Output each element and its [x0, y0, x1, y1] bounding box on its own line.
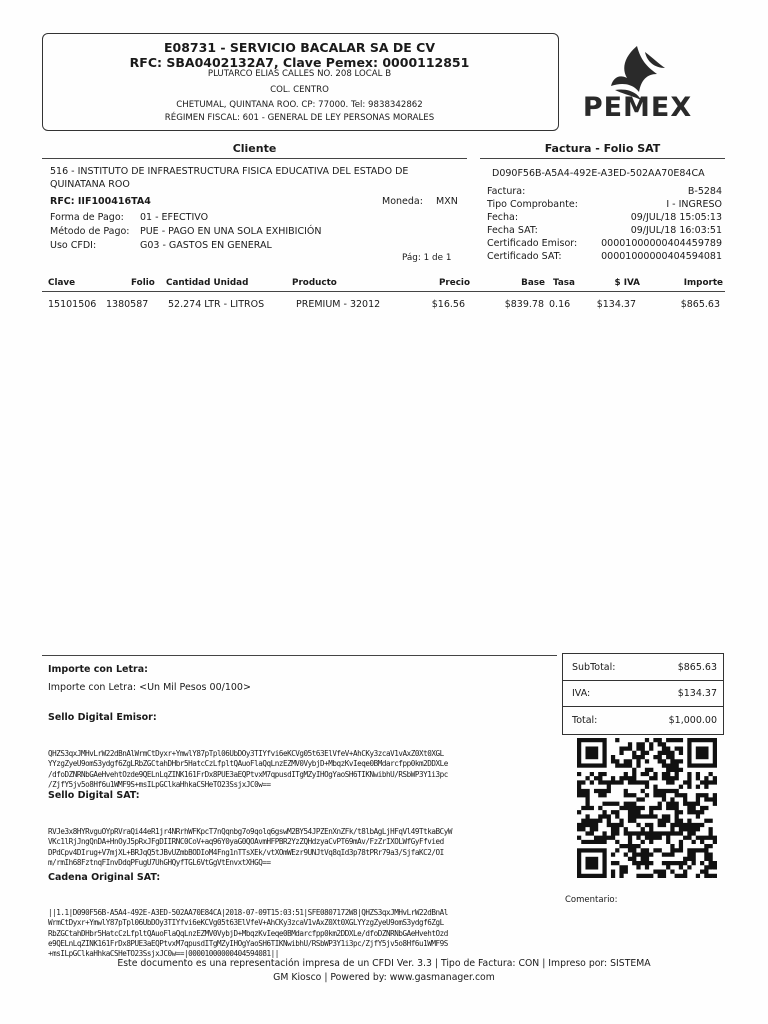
issuer-rfc: RFC: SBA0402132A7, Clave Pemex: 0000112851 [129, 55, 470, 70]
col-header-importe: Importe [683, 278, 723, 288]
iva-value: $134.37 [677, 688, 717, 699]
certificado-sat-label: Certificado SAT: [487, 251, 562, 262]
issuer-address-1: PLUTARCO ELIAS CALLES NO. 208 LOCAL B [207, 69, 392, 79]
col-header-cantidad: Cantidad Unidad [166, 278, 249, 288]
pemex-wordmark: PEMEX [582, 92, 693, 123]
uso-cfdi-label: Uso CFDI: [50, 240, 97, 251]
issuer-address-3: CHETUMAL, QUINTANA ROO. CP: 77000. Tel: 9838342862 [176, 100, 423, 110]
table-row [0, 299, 768, 313]
cadena-text: ||1.1|D090F56B-A5A4-492E-A3ED-502AA70E84CA|2018-07-09T15:03:51|SFE0807172W8|QHZS3qxJMHvLrW22dBnAl WrmCtDyxr+YmwlY87pTpl06UbDOy3TIYfvi6eKCVg05t63ElVfeV+AhCKy3zcaV1vAxZ0Xt0XGLYYzgZyeU9omS3ydgf6ZgL RbZGCtahDHbr5HatcCzLfpltQAuoFlaQqLnzEZMV0VybjD+MbqzKvIeqe0BMdarcfpp0km2DDXLe/dfoDZNRNbGAeHvehtOzd e9QELnLqZINK161FrDx8PUE3aEQPtvxM7qpusdITgMZyIHOgYaoSH6TIKNwibhU/RSbWP3Y1i3pc/ZjfY5jv5o8Hf6u1WMF9S +msILpGClkaHhkaCSHeTO23SsjxJC0w==|00001000000404594081|| [48, 907, 448, 959]
cell-iva: $134.37 [596, 299, 636, 310]
total-row [563, 707, 723, 733]
comentario-label: Comentario: [565, 895, 618, 905]
iva-label: IVA: [572, 688, 591, 699]
certificado-sat-value: 00001000000404594081 [601, 251, 722, 262]
cell-precio: $16.56 [431, 299, 465, 310]
sello-emisor-title: Sello Digital Emisor: [48, 712, 157, 723]
issuer-regimen: RÉGIMEN FISCAL: 601 - GENERAL DE LEY PERSONAS MORALES [164, 113, 435, 123]
col-header-base: Base [521, 278, 545, 288]
col-header-precio: Precio [438, 278, 470, 288]
col-header-producto: Producto [292, 278, 337, 288]
issuer-name: E08731 - SERVICIO BACALAR SA DE CV [163, 40, 436, 55]
footer-line1: Este documento es una representación impresa de un CFDI Ver. 3.3 | Tipo de Factura: CON | Impreso por: SISTEMA [117, 958, 651, 969]
cell-clave: 15101506 [48, 299, 97, 310]
certificado-emisor-value: 00001000000404459789 [601, 238, 722, 249]
factura-label: Factura: [487, 186, 526, 197]
qr-code [577, 738, 717, 878]
fecha-label: Fecha: [487, 212, 519, 223]
cell-cantidad: 52.274 LTR - LITROS [168, 299, 265, 310]
cell-producto: PREMIUM - 32012 [296, 299, 381, 310]
totals-box [562, 653, 724, 735]
fecha-sat-value: 09/JUL/18 16:03:51 [630, 225, 722, 236]
subtotal-value: $865.63 [677, 662, 717, 673]
col-header-iva: $ IVA [614, 278, 640, 288]
cliente-divider [42, 158, 467, 159]
fecha-sat-label: Fecha SAT: [487, 225, 538, 236]
factura-divider [480, 158, 725, 159]
cliente-name-line1: 516 - INSTITUTO DE INFRAESTRUCTURA FISICA EDUCATIVA DEL ESTADO DE [50, 166, 409, 177]
cell-importe: $865.63 [680, 299, 720, 310]
cell-folio: 1380587 [106, 299, 149, 310]
total-label: Total: [572, 715, 598, 726]
footer-line2: GM Kiosco | Powered by: www.gasmanager.com [273, 972, 495, 983]
certificado-emisor-label: Certificado Emisor: [487, 238, 578, 249]
col-header-clave: Clave [48, 278, 76, 288]
col-header-folio: Folio [131, 278, 155, 288]
folio-uuid: D090F56B-A5A4-492E-A3ED-502AA70E84CA [492, 168, 705, 179]
bottom-section-divider [42, 655, 557, 656]
qr-code-icon [577, 738, 717, 878]
subtotal-label: SubTotal: [572, 662, 616, 673]
sello-emisor-text: QHZS3qxJMHvLrW22dBnAlWrmCtDyxr+YmwlY87pTpl06UbDOy3TIYfvi6eKCVg05t63ElVfeV+AhCKy3zcaV1vAxZ0Xt0XGL YYzgZyeU9omS3ydgf6ZgLRbZGCtahDHbr5HatcCzLfpltQAuoFlaQqLnzEZMV0VybjD+MbqzKvIeqe0BMdarcfpp0km2DDXLe /dfoDZNRNbGAeHvehtOzde9QELnLqZINK161FrDx8PUE3aEQPtvxM7qpusdITgMZyIHOgYaoSH6TIKNwibhU/RSbWP3Y1i3pc /ZjfY5jv5o8Hf6u1WMF9S+msILpGClkaHhkaCSHeTO23SsjxJC0w== [48, 748, 448, 790]
fecha-value: 09/JUL/18 15:05:13 [630, 212, 722, 223]
sello-sat-text: RVJe3x8HYRvguOYpRVraQi44eR1jr4NRrhWFKpcT7nQqnbg7o9qolq6gswM2BY54JPZEnXnZFk/t8lbAgLjHFqVl49TtkaBCyW VKc1lRjJngQnDA+HnOyJ5pRxJFgDIIRNC0CoV+aq96Y0yaG0QOAvmHFPBR2YzZQHdzyaCvPT69mAv/FzZrIXOLWfGyFfvied DPdCpv4DIrug+V7mjXL+BRJqQ5tJBvUZmbBODIoM4Fng1nTTsXEk/vtXOmWEzr9UNJtVq8qId3p78tPRr79a3/SjfaKC2/OI m/rmIh68FztnqFInvDdqPFugU7UhGHQyfTGL6VtGgVtEnvxtXHGQ== [48, 826, 452, 868]
issuer-address-2: COL. CENTRO [270, 85, 329, 95]
cliente-title: Cliente [232, 142, 277, 155]
pemex-logo [575, 38, 700, 128]
iva-row [563, 680, 723, 707]
cadena-title: Cadena Original SAT: [48, 872, 161, 883]
cliente-rfc: RFC: IIF100416TA4 [50, 196, 151, 207]
tipo-comprobante-label: Tipo Comprobante: [487, 199, 578, 210]
col-header-tasa: Tasa [553, 278, 575, 288]
forma-pago-label: Forma de Pago: [50, 212, 124, 223]
sello-sat-title: Sello Digital SAT: [48, 790, 140, 801]
moneda-value: MXN [436, 196, 458, 207]
subtotal-row [563, 654, 723, 681]
uso-cfdi-value: G03 - GASTOS EN GENERAL [140, 240, 272, 251]
cliente-name-line2: QUINATANA ROO [50, 179, 130, 190]
forma-pago-value: 01 - EFECTIVO [140, 212, 209, 223]
metodo-pago-label: Método de Pago: [50, 226, 130, 237]
page-counter: Pág: 1 de 1 [402, 253, 452, 263]
metodo-pago-value: PUE - PAGO EN UNA SOLA EXHIBICIÓN [140, 226, 322, 237]
total-value: $1,000.00 [668, 715, 717, 726]
cell-tasa: 0.16 [549, 299, 571, 310]
factura-value: B-5284 [687, 186, 722, 197]
importe-letra-text: Importe con Letra: <Un Mil Pesos 00/100> [48, 682, 251, 693]
factura-title: Factura - Folio SAT [544, 142, 661, 155]
cell-base: $839.78 [504, 299, 544, 310]
tipo-comprobante-value: I - INGRESO [666, 199, 722, 210]
moneda-label: Moneda: [382, 196, 423, 207]
table-header-divider [42, 291, 725, 292]
importe-letra-title: Importe con Letra: [48, 664, 148, 675]
